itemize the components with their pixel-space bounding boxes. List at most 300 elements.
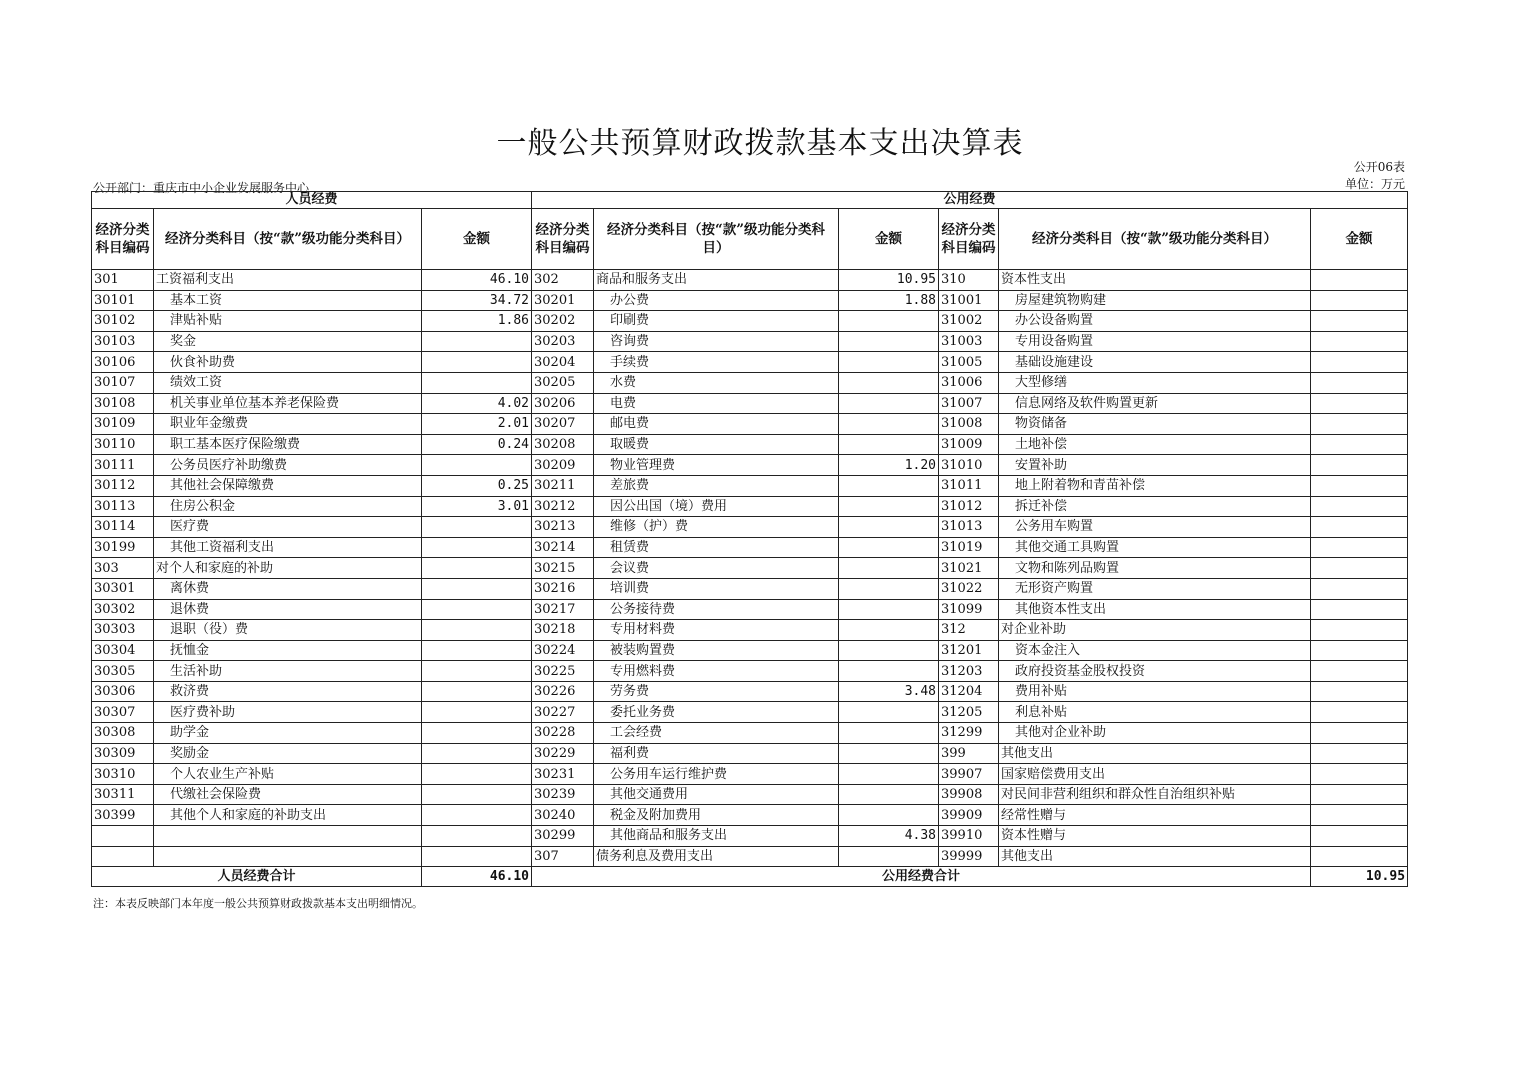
amount-cell — [839, 640, 939, 661]
code-cell: 39910 — [939, 826, 999, 847]
subject-cell: 经常性赠与 — [999, 805, 1311, 826]
totals-row — [92, 867, 1408, 887]
amount-cell: 2.01 — [422, 414, 532, 435]
amount-cell: 46.10 — [422, 270, 532, 291]
table-row — [92, 578, 1408, 599]
amount-cell — [839, 434, 939, 455]
subject-cell: 工会经费 — [594, 723, 839, 744]
amount-cell — [839, 414, 939, 435]
subject-cell: 福利费 — [594, 743, 839, 764]
amount-cell — [1311, 290, 1408, 311]
amount-cell — [839, 311, 939, 332]
amount-cell: 4.02 — [422, 393, 532, 414]
subject-cell: 公务接待费 — [594, 599, 839, 620]
subject-cell: 专用燃料费 — [594, 661, 839, 682]
amount-cell — [839, 393, 939, 414]
amount-cell — [422, 455, 532, 476]
subject-cell: 物业管理费 — [594, 455, 839, 476]
amount-cell — [422, 537, 532, 558]
amount-cell — [839, 475, 939, 496]
subject-cell: 其他社会保障缴费 — [154, 475, 422, 496]
amount-cell — [1311, 517, 1408, 538]
amount-cell — [1311, 784, 1408, 805]
personnel-total-amount: 46.10 — [422, 867, 532, 887]
amount-cell — [839, 352, 939, 373]
code-cell: 30112 — [92, 475, 154, 496]
header-subject: 经济分类科目（按“款”级功能分类科目） — [999, 209, 1311, 270]
code-cell: 30106 — [92, 352, 154, 373]
code-cell: 30213 — [532, 517, 594, 538]
subject-cell: 住房公积金 — [154, 496, 422, 517]
code-cell — [92, 826, 154, 847]
code-cell: 31008 — [939, 414, 999, 435]
code-cell: 31205 — [939, 702, 999, 723]
subject-cell: 文物和陈列品购置 — [999, 558, 1311, 579]
code-cell: 30308 — [92, 723, 154, 744]
subject-cell: 办公设备购置 — [999, 311, 1311, 332]
amount-cell — [1311, 352, 1408, 373]
amount-cell — [1311, 846, 1408, 867]
subject-cell: 咨询费 — [594, 331, 839, 352]
subject-cell: 其他支出 — [999, 846, 1311, 867]
code-cell: 302 — [532, 270, 594, 291]
code-cell: 30303 — [92, 620, 154, 641]
subject-cell: 拆迁补偿 — [999, 496, 1311, 517]
subject-cell: 专用材料费 — [594, 620, 839, 641]
subject-cell: 退职（役）费 — [154, 620, 422, 641]
amount-cell — [839, 661, 939, 682]
subject-cell: 对企业补助 — [999, 620, 1311, 641]
subject-cell: 商品和服务支出 — [594, 270, 839, 291]
table-row — [92, 270, 1408, 291]
amount-cell — [422, 702, 532, 723]
code-cell: 30229 — [532, 743, 594, 764]
subject-cell: 利息补贴 — [999, 702, 1311, 723]
code-cell: 30109 — [92, 414, 154, 435]
table-row — [92, 496, 1408, 517]
code-cell: 30299 — [532, 826, 594, 847]
amount-cell — [1311, 743, 1408, 764]
code-cell: 30205 — [532, 372, 594, 393]
subject-cell: 邮电费 — [594, 414, 839, 435]
subject-cell: 奖金 — [154, 331, 422, 352]
expenditure-table — [91, 191, 1408, 887]
public-total-label: 公用经费合计 — [532, 867, 1311, 887]
table-row — [92, 455, 1408, 476]
subject-cell: 政府投资基金股权投资 — [999, 661, 1311, 682]
code-cell: 303 — [92, 558, 154, 579]
subject-cell: 差旅费 — [594, 475, 839, 496]
amount-cell — [1311, 805, 1408, 826]
code-cell: 31012 — [939, 496, 999, 517]
table-row — [92, 393, 1408, 414]
subject-cell: 大型修缮 — [999, 372, 1311, 393]
amount-cell — [422, 640, 532, 661]
table-row — [92, 640, 1408, 661]
amount-cell — [839, 537, 939, 558]
code-cell: 30239 — [532, 784, 594, 805]
footnote: 注：本表反映部门本年度一般公共预算财政拨款基本支出明细情况。 — [93, 897, 423, 910]
header-amount: 金额 — [1311, 209, 1408, 270]
subject-cell: 基础设施建设 — [999, 352, 1311, 373]
subject-cell: 其他资本性支出 — [999, 599, 1311, 620]
subject-cell: 助学金 — [154, 723, 422, 744]
amount-cell — [1311, 270, 1408, 291]
code-cell: 30224 — [532, 640, 594, 661]
subject-cell: 费用补贴 — [999, 681, 1311, 702]
code-cell: 30111 — [92, 455, 154, 476]
subject-cell: 资本性赠与 — [999, 826, 1311, 847]
amount-cell — [1311, 434, 1408, 455]
subject-cell: 培训费 — [594, 578, 839, 599]
subject-cell: 劳务费 — [594, 681, 839, 702]
table-row — [92, 723, 1408, 744]
code-cell: 39908 — [939, 784, 999, 805]
amount-cell — [422, 826, 532, 847]
amount-cell — [422, 599, 532, 620]
table-row — [92, 620, 1408, 641]
subject-cell: 其他工资福利支出 — [154, 537, 422, 558]
amount-cell — [839, 846, 939, 867]
code-cell: 30399 — [92, 805, 154, 826]
code-cell: 30231 — [532, 764, 594, 785]
unit-label: 单位：万元 — [1344, 177, 1405, 191]
amount-cell — [1311, 764, 1408, 785]
amount-cell — [839, 517, 939, 538]
amount-cell — [1311, 455, 1408, 476]
table-row — [92, 290, 1408, 311]
subject-cell: 公务用车购置 — [999, 517, 1311, 538]
amount-cell — [1311, 558, 1408, 579]
amount-cell — [422, 661, 532, 682]
amount-cell — [1311, 496, 1408, 517]
subject-cell: 其他交通工具购置 — [999, 537, 1311, 558]
amount-cell: 4.38 — [839, 826, 939, 847]
code-cell: 39909 — [939, 805, 999, 826]
amount-cell — [422, 805, 532, 826]
code-cell: 30114 — [92, 517, 154, 538]
subject-cell: 代缴社会保险费 — [154, 784, 422, 805]
form-number: 公开06表 — [1353, 160, 1405, 174]
amount-cell — [839, 702, 939, 723]
code-cell: 31011 — [939, 475, 999, 496]
amount-cell — [1311, 661, 1408, 682]
subject-cell: 地上附着物和青苗补偿 — [999, 475, 1311, 496]
subject-cell: 物资储备 — [999, 414, 1311, 435]
table-row — [92, 331, 1408, 352]
code-cell: 39999 — [939, 846, 999, 867]
code-cell: 31204 — [939, 681, 999, 702]
subject-cell: 离休费 — [154, 578, 422, 599]
table-row — [92, 702, 1408, 723]
amount-cell — [422, 723, 532, 744]
code-cell: 312 — [939, 620, 999, 641]
header-amount: 金额 — [839, 209, 939, 270]
code-cell: 30306 — [92, 681, 154, 702]
amount-cell: 1.20 — [839, 455, 939, 476]
subject-cell: 其他对企业补助 — [999, 723, 1311, 744]
code-cell: 30216 — [532, 578, 594, 599]
code-cell: 31019 — [939, 537, 999, 558]
amount-cell — [839, 578, 939, 599]
subject-cell: 国家赔偿费用支出 — [999, 764, 1311, 785]
code-cell: 301 — [92, 270, 154, 291]
subject-cell: 安置补助 — [999, 455, 1311, 476]
subject-cell — [154, 826, 422, 847]
subject-cell: 退休费 — [154, 599, 422, 620]
code-cell: 31099 — [939, 599, 999, 620]
code-cell: 31201 — [939, 640, 999, 661]
code-cell: 30215 — [532, 558, 594, 579]
amount-cell: 3.01 — [422, 496, 532, 517]
code-cell — [92, 846, 154, 867]
table-row — [92, 475, 1408, 496]
subject-cell — [154, 846, 422, 867]
subject-cell: 手续费 — [594, 352, 839, 373]
amount-cell — [1311, 311, 1408, 332]
subject-cell: 会议费 — [594, 558, 839, 579]
subject-cell: 无形资产购置 — [999, 578, 1311, 599]
subject-cell: 资本金注入 — [999, 640, 1311, 661]
code-cell: 31203 — [939, 661, 999, 682]
subject-cell: 其他商品和服务支出 — [594, 826, 839, 847]
amount-cell — [839, 805, 939, 826]
code-cell: 30310 — [92, 764, 154, 785]
code-cell: 30206 — [532, 393, 594, 414]
subject-cell: 个人农业生产补贴 — [154, 764, 422, 785]
code-cell: 30226 — [532, 681, 594, 702]
code-cell: 30208 — [532, 434, 594, 455]
amount-cell: 34.72 — [422, 290, 532, 311]
code-cell: 30302 — [92, 599, 154, 620]
code-cell: 31005 — [939, 352, 999, 373]
code-cell: 30309 — [92, 743, 154, 764]
amount-cell — [1311, 599, 1408, 620]
amount-cell — [1311, 702, 1408, 723]
subject-cell: 债务利息及费用支出 — [594, 846, 839, 867]
code-cell: 30225 — [532, 661, 594, 682]
code-cell: 30102 — [92, 311, 154, 332]
subject-cell: 被装购置费 — [594, 640, 839, 661]
code-cell: 31021 — [939, 558, 999, 579]
subject-cell: 资本性支出 — [999, 270, 1311, 291]
subject-cell: 奖励金 — [154, 743, 422, 764]
subject-cell: 水费 — [594, 372, 839, 393]
subject-cell: 绩效工资 — [154, 372, 422, 393]
table-row — [92, 805, 1408, 826]
table-row — [92, 846, 1408, 867]
subject-cell: 电费 — [594, 393, 839, 414]
subject-cell: 专用设备购置 — [999, 331, 1311, 352]
amount-cell — [422, 558, 532, 579]
department-label: 公开部门：重庆市中小企业发展服务中心 — [93, 181, 310, 195]
subject-cell: 工资福利支出 — [154, 270, 422, 291]
amount-cell — [422, 620, 532, 641]
code-cell: 31009 — [939, 434, 999, 455]
subject-cell: 租赁费 — [594, 537, 839, 558]
subject-cell: 公务用车运行维护费 — [594, 764, 839, 785]
code-cell: 30103 — [92, 331, 154, 352]
subject-cell: 医疗费 — [154, 517, 422, 538]
page-title: 一般公共预算财政拨款基本支出决算表 — [496, 126, 1024, 161]
subject-cell: 生活补助 — [154, 661, 422, 682]
code-cell: 30228 — [532, 723, 594, 744]
subject-cell: 伙食补助费 — [154, 352, 422, 373]
amount-cell — [839, 372, 939, 393]
code-cell: 30218 — [532, 620, 594, 641]
header-amount: 金额 — [422, 209, 532, 270]
section-header-row — [92, 192, 1408, 209]
amount-cell — [1311, 372, 1408, 393]
table-row — [92, 372, 1408, 393]
code-cell: 31007 — [939, 393, 999, 414]
table-row — [92, 434, 1408, 455]
table-row — [92, 517, 1408, 538]
code-cell: 310 — [939, 270, 999, 291]
table-row — [92, 743, 1408, 764]
code-cell: 30108 — [92, 393, 154, 414]
subject-cell: 医疗费补助 — [154, 702, 422, 723]
subject-cell: 取暖费 — [594, 434, 839, 455]
table-row — [92, 558, 1408, 579]
code-cell: 31013 — [939, 517, 999, 538]
table-row — [92, 537, 1408, 558]
subject-cell: 职工基本医疗保险缴费 — [154, 434, 422, 455]
code-cell: 30207 — [532, 414, 594, 435]
amount-cell — [1311, 681, 1408, 702]
section-public: 公用经费 — [532, 192, 1408, 209]
subject-cell: 其他交通费用 — [594, 784, 839, 805]
table-row — [92, 661, 1408, 682]
amount-cell — [1311, 537, 1408, 558]
amount-cell — [422, 352, 532, 373]
amount-cell — [1311, 393, 1408, 414]
code-cell: 30311 — [92, 784, 154, 805]
table-row — [92, 599, 1408, 620]
amount-cell — [422, 764, 532, 785]
header-subject: 经济分类科目（按“款”级功能分类科目） — [154, 209, 422, 270]
amount-cell — [1311, 331, 1408, 352]
code-cell: 30107 — [92, 372, 154, 393]
amount-cell: 0.24 — [422, 434, 532, 455]
code-cell: 30212 — [532, 496, 594, 517]
subject-cell: 委托业务费 — [594, 702, 839, 723]
amount-cell — [422, 331, 532, 352]
amount-cell — [839, 784, 939, 805]
amount-cell — [839, 558, 939, 579]
subject-cell: 职业年金缴费 — [154, 414, 422, 435]
code-cell: 307 — [532, 846, 594, 867]
subject-cell: 税金及附加费用 — [594, 805, 839, 826]
subject-cell: 其他支出 — [999, 743, 1311, 764]
amount-cell — [1311, 826, 1408, 847]
amount-cell — [422, 784, 532, 805]
amount-cell: 3.48 — [839, 681, 939, 702]
table-row — [92, 414, 1408, 435]
code-cell: 30217 — [532, 599, 594, 620]
amount-cell — [1311, 578, 1408, 599]
code-cell: 30110 — [92, 434, 154, 455]
code-cell: 31299 — [939, 723, 999, 744]
personnel-total-label: 人员经费合计 — [92, 867, 422, 887]
header-code: 经济分类科目编码 — [532, 209, 594, 270]
table-row — [92, 311, 1408, 332]
code-cell: 30199 — [92, 537, 154, 558]
code-cell: 30240 — [532, 805, 594, 826]
code-cell: 30211 — [532, 475, 594, 496]
code-cell: 30214 — [532, 537, 594, 558]
amount-cell — [1311, 640, 1408, 661]
amount-cell — [839, 743, 939, 764]
code-cell: 30209 — [532, 455, 594, 476]
subject-cell: 土地补偿 — [999, 434, 1311, 455]
amount-cell — [422, 846, 532, 867]
code-cell: 30301 — [92, 578, 154, 599]
subject-cell: 救济费 — [154, 681, 422, 702]
subject-cell: 基本工资 — [154, 290, 422, 311]
table-row — [92, 681, 1408, 702]
table-row — [92, 764, 1408, 785]
amount-cell — [839, 599, 939, 620]
code-cell: 31006 — [939, 372, 999, 393]
amount-cell: 1.88 — [839, 290, 939, 311]
subject-cell: 维修（护）费 — [594, 517, 839, 538]
table-row — [92, 352, 1408, 373]
code-cell: 31022 — [939, 578, 999, 599]
code-cell: 31001 — [939, 290, 999, 311]
subject-cell: 印刷费 — [594, 311, 839, 332]
amount-cell — [422, 372, 532, 393]
subject-cell: 其他个人和家庭的补助支出 — [154, 805, 422, 826]
code-cell: 30305 — [92, 661, 154, 682]
section-personnel: 人员经费 — [92, 192, 532, 209]
subject-cell: 办公费 — [594, 290, 839, 311]
code-cell: 30113 — [92, 496, 154, 517]
code-cell: 30202 — [532, 311, 594, 332]
code-cell: 31003 — [939, 331, 999, 352]
amount-cell — [839, 496, 939, 517]
table-row — [92, 826, 1408, 847]
amount-cell: 0.25 — [422, 475, 532, 496]
code-cell: 30204 — [532, 352, 594, 373]
header-subject: 经济分类科目（按“款”级功能分类科目） — [594, 209, 839, 270]
amount-cell — [1311, 620, 1408, 641]
public-total-amount: 10.95 — [1311, 867, 1408, 887]
table-row — [92, 784, 1408, 805]
amount-cell — [839, 331, 939, 352]
amount-cell — [422, 681, 532, 702]
code-cell: 30307 — [92, 702, 154, 723]
subject-cell: 津贴补贴 — [154, 311, 422, 332]
amount-cell — [1311, 723, 1408, 744]
subject-cell: 对个人和家庭的补助 — [154, 558, 422, 579]
amount-cell: 10.95 — [839, 270, 939, 291]
header-code: 经济分类科目编码 — [939, 209, 999, 270]
code-cell: 30304 — [92, 640, 154, 661]
code-cell: 30101 — [92, 290, 154, 311]
amount-cell — [1311, 414, 1408, 435]
code-cell: 30201 — [532, 290, 594, 311]
code-cell: 30203 — [532, 331, 594, 352]
subject-cell: 机关事业单位基本养老保险费 — [154, 393, 422, 414]
amount-cell: 1.86 — [422, 311, 532, 332]
amount-cell — [839, 620, 939, 641]
amount-cell — [422, 517, 532, 538]
code-cell: 31010 — [939, 455, 999, 476]
amount-cell — [422, 743, 532, 764]
subject-cell: 因公出国（境）费用 — [594, 496, 839, 517]
code-cell: 30227 — [532, 702, 594, 723]
